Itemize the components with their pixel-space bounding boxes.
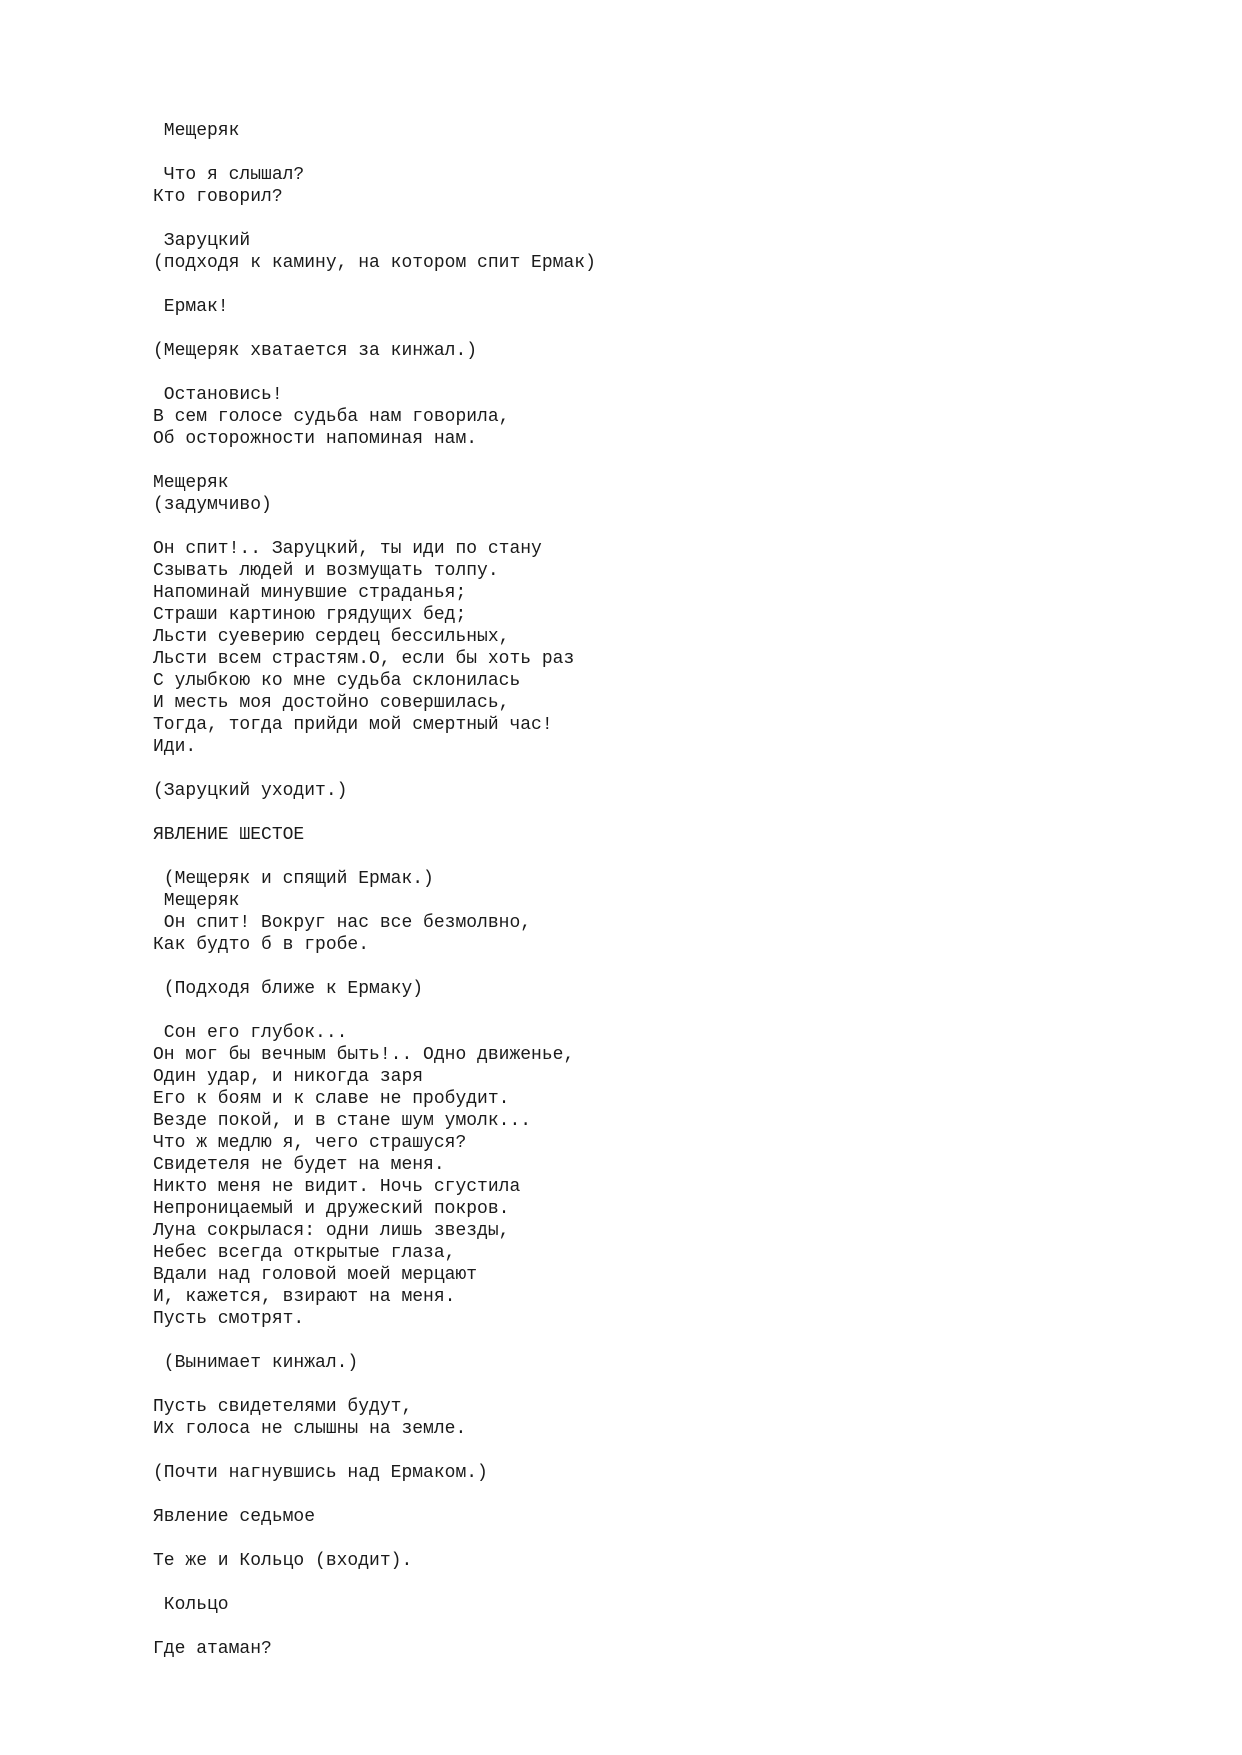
text-line: Он мог бы вечным быть!.. Одно движенье,	[153, 1045, 575, 1065]
blank-line	[153, 1374, 1153, 1396]
text-line: Тогда, тогда прийди мой смертный час!	[153, 715, 553, 735]
text-line: Он спит!.. Заруцкий, ты иди по стану	[153, 539, 542, 559]
text-line: Вдали над головой моей мерцают	[153, 1265, 478, 1285]
text-line: Льсти всем страстям.О, если бы хоть раз	[153, 649, 575, 669]
text-line: Пусть смотрят.	[153, 1309, 305, 1329]
blank-line	[153, 1330, 1153, 1352]
text-line: Его к боям и к славе не пробудит.	[153, 1089, 510, 1109]
blank-line	[153, 450, 1153, 472]
text-line: Пусть свидетелями будут,	[153, 1397, 413, 1417]
text-line: В сем голосе судьба нам говорила,	[153, 407, 510, 427]
text-line: (Заруцкий уходит.)	[153, 781, 348, 801]
text-line: Явление седьмое	[153, 1507, 316, 1527]
text-line: Остановись!	[153, 385, 283, 405]
text-line: Свидетеля не будет на меня.	[153, 1155, 445, 1175]
text-line: Об осторожности напоминая нам.	[153, 429, 478, 449]
text-line: Мещеряк	[153, 121, 240, 141]
text-line: Мещеряк	[153, 473, 229, 493]
text-line: Сзывать людей и возмущать толпу.	[153, 561, 499, 581]
blank-line	[153, 802, 1153, 824]
blank-line	[153, 758, 1153, 780]
text-line: Мещеряк	[153, 891, 240, 911]
blank-line	[153, 1528, 1153, 1550]
text-line: Везде покой, и в стане шум умолк...	[153, 1111, 532, 1131]
blank-line	[153, 516, 1153, 538]
blank-line	[153, 1000, 1153, 1022]
text-line: Напоминай минувшие страданья;	[153, 583, 467, 603]
blank-line	[153, 1616, 1153, 1638]
text-line: Он спит! Вокруг нас все безмолвно,	[153, 913, 532, 933]
blank-line	[153, 1440, 1153, 1462]
blank-line	[153, 846, 1153, 868]
text-line: Сон его глубок...	[153, 1023, 348, 1043]
text-line: Кольцо	[153, 1595, 229, 1615]
text-line: И, кажется, взирают на меня.	[153, 1287, 456, 1307]
text-line: (Подходя ближе к Ермаку)	[153, 979, 424, 999]
text-line: Что ж медлю я, чего страшуся?	[153, 1133, 467, 1153]
text-line: (Мещеряк и спящий Ермак.)	[153, 869, 434, 889]
text-line: Как будто б в гробе.	[153, 935, 370, 955]
text-line: Что я слышал?	[153, 165, 305, 185]
text-line: ЯВЛЕНИЕ ШЕСТОЕ	[153, 825, 305, 845]
text-line: Непроницаемый и дружеский покров.	[153, 1199, 510, 1219]
play-text	[153, 120, 1153, 1660]
text-line: Один удар, и никогда заря	[153, 1067, 424, 1087]
blank-line	[153, 274, 1153, 296]
text-line: И месть моя достойно совершилась,	[153, 693, 510, 713]
text-line: Страши картиною грядущих бед;	[153, 605, 467, 625]
blank-line	[153, 142, 1153, 164]
text-line: (Вынимает кинжал.)	[153, 1353, 359, 1373]
text-line: Заруцкий	[153, 231, 251, 251]
text-line: Где атаман?	[153, 1639, 272, 1659]
text-line: (задумчиво)	[153, 495, 272, 515]
blank-line	[153, 1572, 1153, 1594]
text-line: С улыбкою ко мне судьба склонилась	[153, 671, 521, 691]
text-line: Ермак!	[153, 297, 229, 317]
blank-line	[153, 208, 1153, 230]
text-line: Небес всегда открытые глаза,	[153, 1243, 456, 1263]
text-line: Никто меня не видит. Ночь сгустила	[153, 1177, 521, 1197]
text-line: (Почти нагнувшись над Ермаком.)	[153, 1463, 488, 1483]
blank-line	[153, 362, 1153, 384]
text-line: Их голоса не слышны на земле.	[153, 1419, 467, 1439]
blank-line	[153, 318, 1153, 340]
text-line: Кто говорил?	[153, 187, 283, 207]
text-line: (Мещеряк хватается за кинжал.)	[153, 341, 478, 361]
blank-line	[153, 1484, 1153, 1506]
text-line: (подходя к камину, на котором спит Ермак)	[153, 253, 596, 273]
text-line: Те же и Кольцо (входит).	[153, 1551, 413, 1571]
blank-line	[153, 956, 1153, 978]
text-line: Луна сокрылася: одни лишь звезды,	[153, 1221, 510, 1241]
text-line: Льсти суеверию сердец бессильных,	[153, 627, 510, 647]
text-line: Иди.	[153, 737, 197, 757]
